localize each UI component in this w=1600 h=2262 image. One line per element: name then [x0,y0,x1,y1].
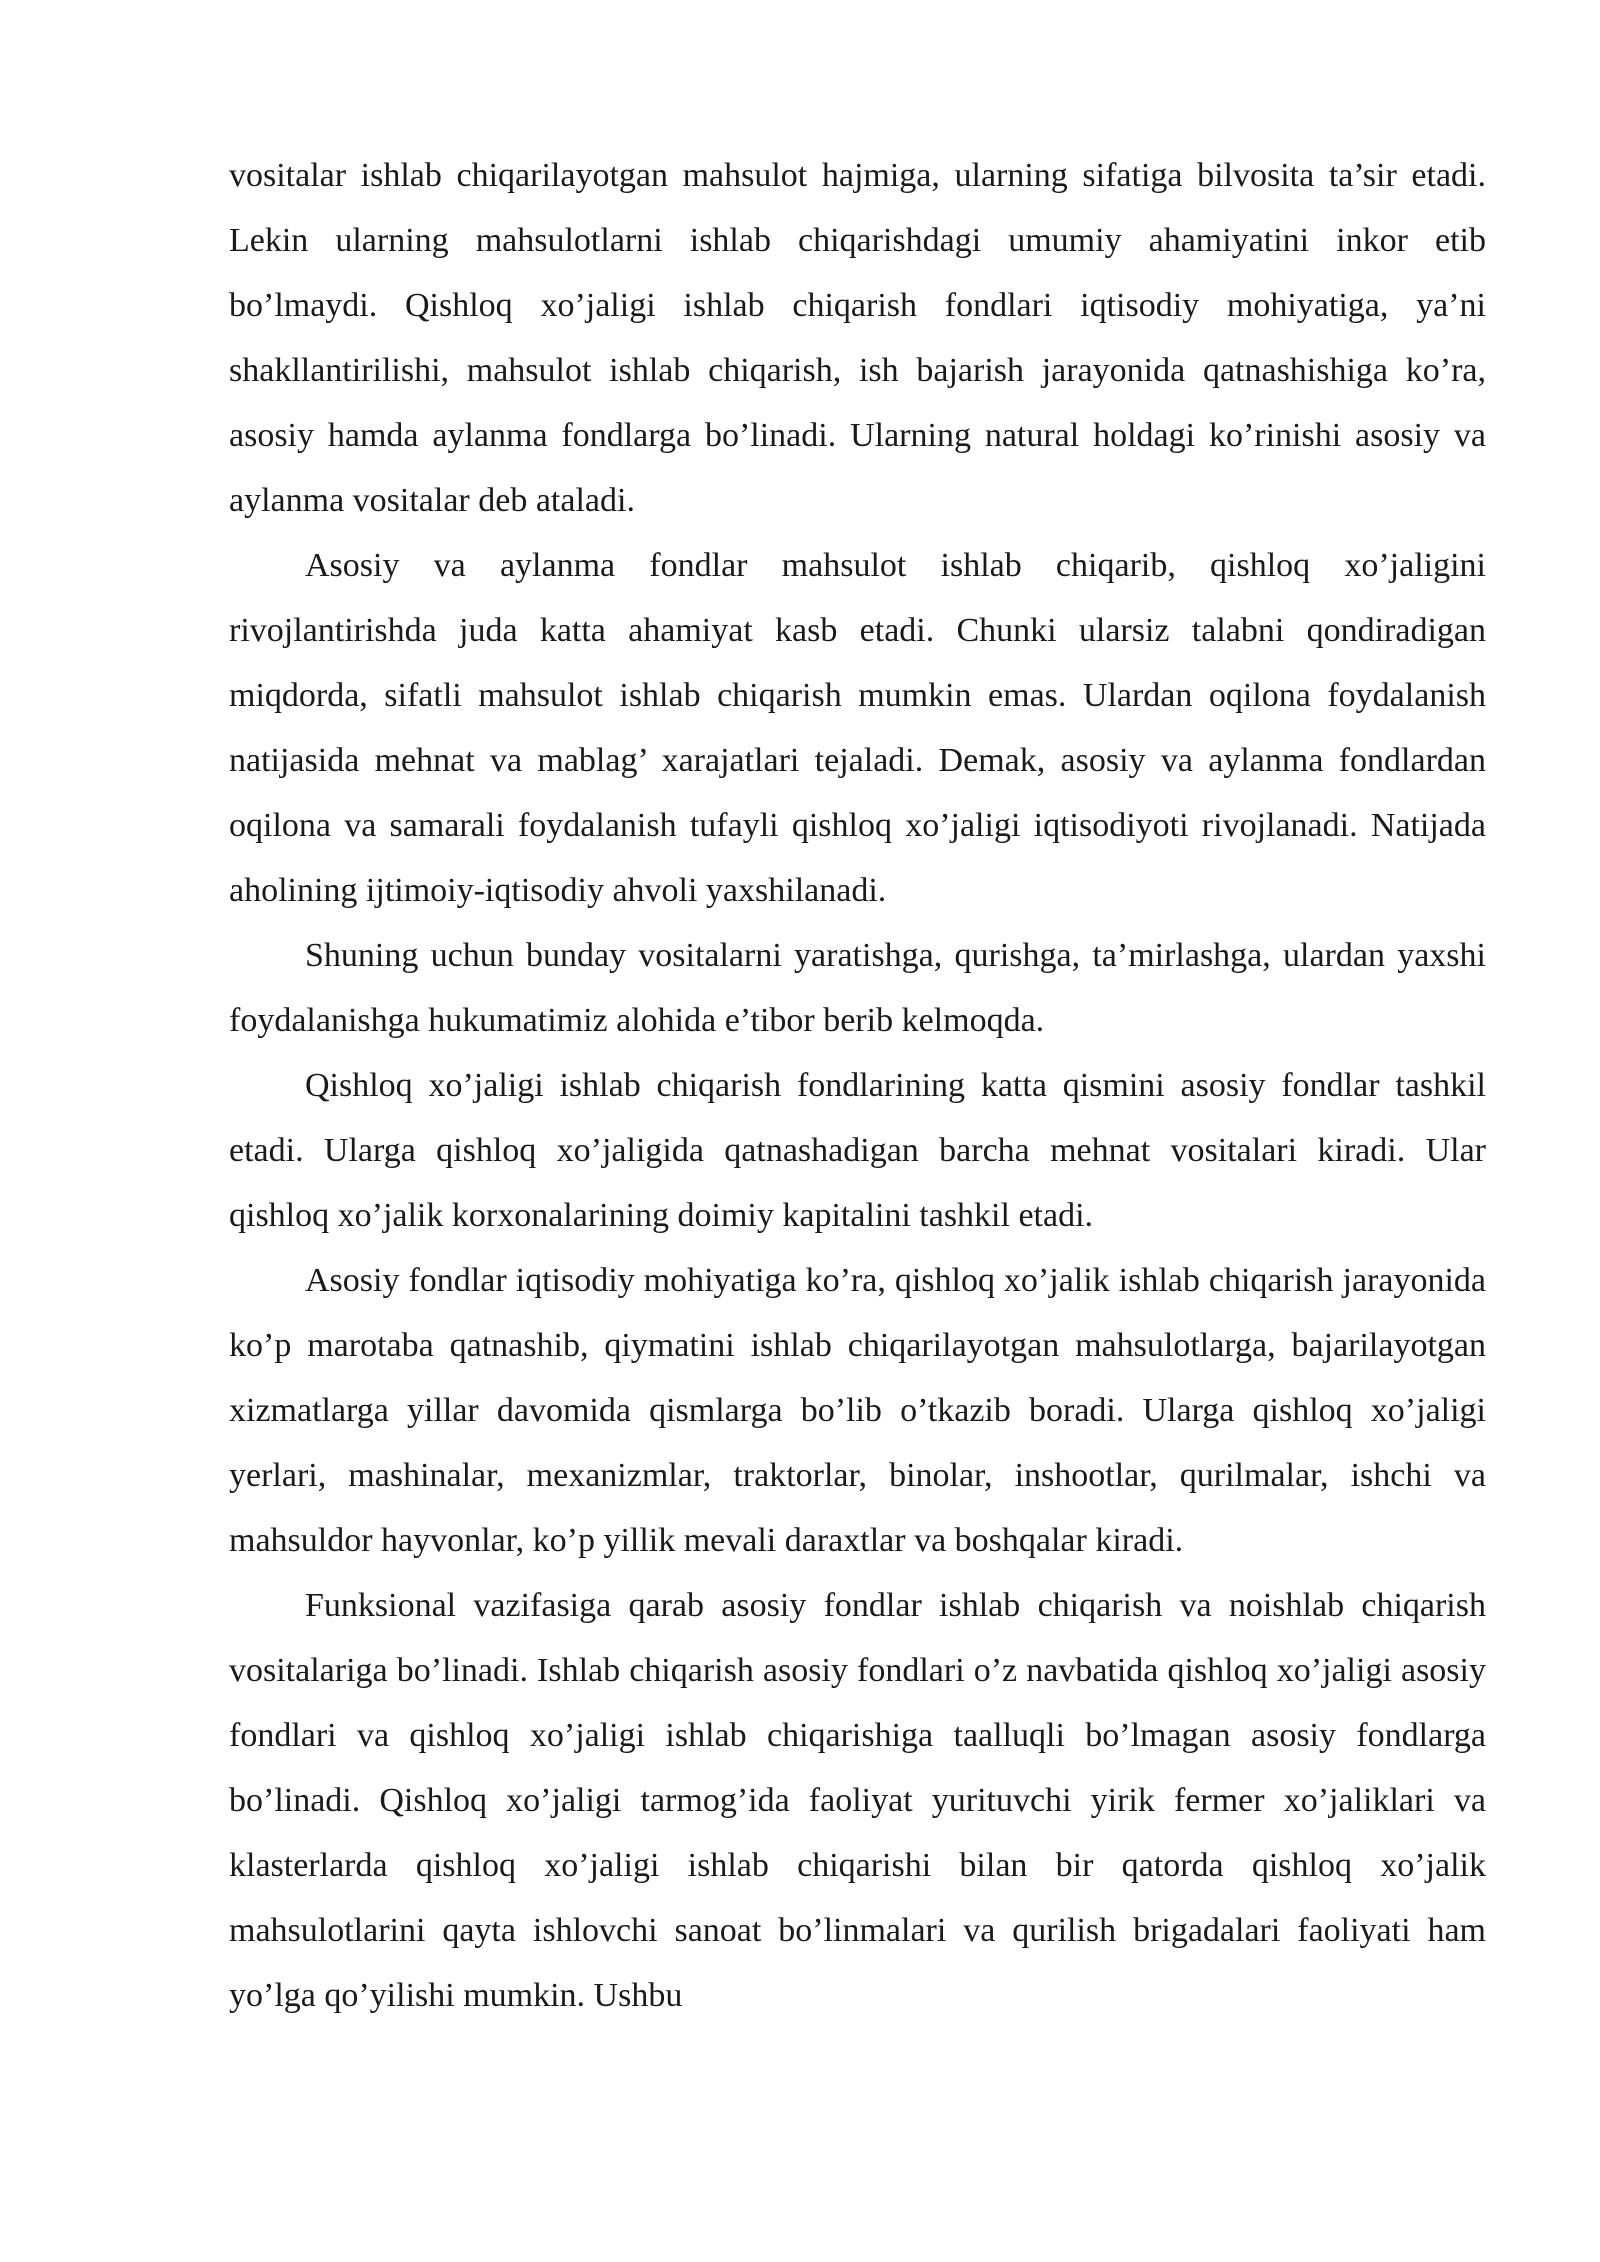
paragraph-4: Qishloq xo’jaligi ishlab chiqarish fondlarining katta qismini asosiy fondlar tashkil etadi. Ularga qishloq xo’jaligida qatnashadigan barcha mehnat vositalari kiradi. Ular qishloq xo’jalik korxonalarining doimiy kapitalini tashkil etadi. [229,1067,1486,1234]
paragraph-5: Asosiy fondlar iqtisodiy mohiyatiga ko’ra, qishloq xo’jalik ishlab chiqarish jarayonida ko’p marotaba qatnashib, qiymatini ishlab chiqarilayotgan mahsulotlarga, bajarilayotgan xizmatlarga yillar davomida qismlarga bo’lib o’tkazib boradi. Ularga qishloq xo’jaligi yerlari, mashinalar, mexanizmlar, traktorlar, binolar, inshootlar, qurilmalar, ishchi va mahsuldor hayvonlar, ko’p yillik mevali daraxtlar va boshqalar kiradi. [229,1262,1486,1559]
paragraph-3: Shuning uchun bunday vositalarni yaratishga, qurishga, ta’mirlashga, ulardan yaxshi foydalanishga hukumatimiz alohida e’tibor berib kelmoqda. [229,937,1486,1039]
document-page [229,143,1486,2028]
paragraph-1: vositalar ishlab chiqarilayotgan mahsulot hajmiga, ularning sifatiga bilvosita ta’sir etadi. Lekin ularning mahsulotlarni ishlab chiqarishdagi umumiy ahamiyatini inkor etib bo’lmaydi. Qishloq xo’jaligi ishlab chiqarish fondlari iqtisodiy mohiyatiga, ya’ni shakllantirilishi, mahsulot ishlab chiqarish, ish bajarish jarayonida qatnashishiga ko’ra, asosiy hamda aylanma fondlarga bo’linadi. Ularning natural holdagi ko’rinishi asosiy va aylanma vositalar deb ataladi. [229,157,1486,519]
paragraph-6: Funksional vazifasiga qarab asosiy fondlar ishlab chiqarish va noishlab chiqarish vositalariga bo’linadi. Ishlab chiqarish asosiy fondlari o’z navbatida qishloq xo’jaligi asosiy fondlari va qishloq xo’jaligi ishlab chiqarishiga taalluqli bo’lmagan asosiy fondlarga bo’linadi. Qishloq xo’jaligi tarmog’ida faoliyat yurituvchi yirik fermer xo’jaliklari va klasterlarda qishloq xo’jaligi ishlab chiqarishi bilan bir qatorda qishloq xo’jalik mahsulotlarini qayta ishlovchi sanoat bo’linmalari va qurilish brigadalari faoliyati ham yo’lga qo’yilishi mumkin. Ushbu [229,1587,1486,2014]
paragraph-2: Asosiy va aylanma fondlar mahsulot ishlab chiqarib, qishloq xo’jaligini rivojlantirishda juda katta ahamiyat kasb etadi. Chunki ularsiz talabni qondiradigan miqdorda, sifatli mahsulot ishlab chiqarish mumkin emas. Ulardan oqilona foydalanish natijasida mehnat va mablag’ xarajatlari tejaladi. Demak, asosiy va aylanma fondlardan oqilona va samarali foydalanish tufayli qishloq xo’jaligi iqtisodiyoti rivojlanadi. Natijada aholining ijtimoiy-iqtisodiy ahvoli yaxshilanadi. [229,547,1486,909]
